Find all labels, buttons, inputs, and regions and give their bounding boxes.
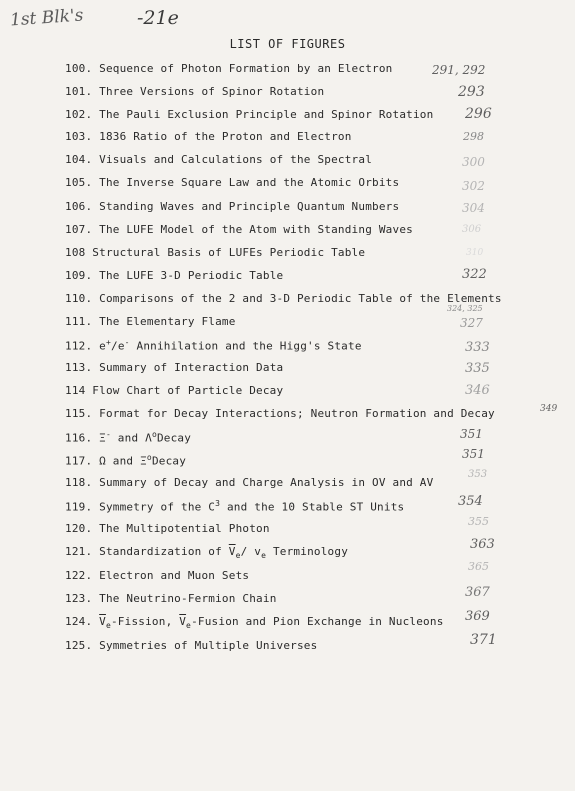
page-number: 310	[466, 248, 484, 258]
list-item: 110. Comparisons of the 2 and 3-D Periodic Table of the Elements	[65, 292, 502, 305]
page-number: 335	[465, 361, 490, 376]
list-item: 106. Standing Waves and Principle Quantum Numbers	[65, 200, 400, 213]
page-number: 302	[462, 179, 485, 193]
handwritten-note: 1st Blk's	[9, 5, 85, 31]
page-number: 346	[465, 383, 490, 398]
page-number: 351	[462, 447, 485, 461]
page-number: 327	[460, 316, 483, 330]
list-item: 107. The LUFE Model of the Atom with Standing Waves	[65, 223, 413, 236]
list-item: 108 Structural Basis of LUFEs Periodic Table	[65, 246, 366, 259]
page-number: 324, 325	[447, 304, 483, 313]
page-number: 291, 292	[432, 63, 486, 77]
page-number: 300	[462, 155, 485, 169]
page-number: 369	[465, 609, 490, 624]
page-number: 349	[540, 404, 558, 414]
list-item: 121. Standardization of $\overline{V}_e/$ $v_e$ Terminology	[65, 545, 349, 561]
list-item: 123. The Neutrino-Fermion Chain	[65, 592, 277, 605]
list-item: 118. Summary of Decay and Charge Analysis in OV and AV	[65, 476, 434, 489]
list-item: 114 Flow Chart of Particle Decay	[65, 384, 284, 397]
list-item: 119. Symmetry of the $C^3$ and the 10 Stable ST Units	[65, 499, 405, 514]
page-number: 304	[462, 201, 485, 215]
list-item: 125. Symmetries of Multiple Universes	[65, 639, 318, 652]
page-number: 298	[463, 130, 484, 143]
page-number: 322	[462, 267, 487, 282]
page-title: LIST OF FIGURES	[229, 37, 346, 51]
handwritten-page-number: -21e	[137, 7, 179, 29]
page-number: 353	[468, 469, 488, 480]
list-item: 117. Ω and $\Xi^oDecay$	[65, 453, 187, 468]
page-number: 365	[468, 560, 489, 573]
page-number: 363	[470, 537, 495, 552]
page-number: 371	[470, 632, 497, 648]
list-item: 122. Electron and Muon Sets	[65, 569, 250, 582]
page-number: 296	[465, 106, 492, 122]
list-item: 120. The Multipotential Photon	[65, 522, 270, 535]
list-item: 100. Sequence of Photon Formation by an Electron	[65, 62, 393, 75]
list-item: 102. The Pauli Exclusion Principle and Spinor Rotation	[65, 108, 434, 121]
list-item: 101. Three Versions of Spinor Rotation	[65, 85, 325, 98]
list-item: 124. $\overline{V}_e$-Fission, $\overline{V}_e$-Fusion and Pion Exchange in Nucleons	[65, 615, 444, 631]
page-number: 306	[462, 224, 482, 235]
page-number: 367	[465, 585, 490, 600]
list-item: 109. The LUFE 3-D Periodic Table	[65, 269, 284, 282]
list-item: 111. The Elementary Flame	[65, 315, 236, 328]
list-item: 112. e+/e- Annihilation and the Higg's State	[65, 338, 362, 353]
list-item: 105. The Inverse Square Law and the Atomic Orbits	[65, 176, 400, 189]
page-number: 293	[458, 84, 485, 100]
list-item: 116. Ξ- and $\Lambda^oDecay$	[65, 430, 192, 445]
list-item: 115. Format for Decay Interactions; Neutron Formation and Decay	[65, 407, 495, 420]
list-item: 113. Summary of Interaction Data	[65, 361, 284, 374]
page-number: 355	[468, 515, 489, 528]
page-number: 351	[460, 427, 483, 441]
page-number: 333	[465, 340, 490, 355]
list-item: 104. Visuals and Calculations of the Spectral	[65, 153, 373, 166]
page-number: 354	[458, 494, 483, 509]
list-item: 103. 1836 Ratio of the Proton and Electron	[65, 130, 352, 143]
